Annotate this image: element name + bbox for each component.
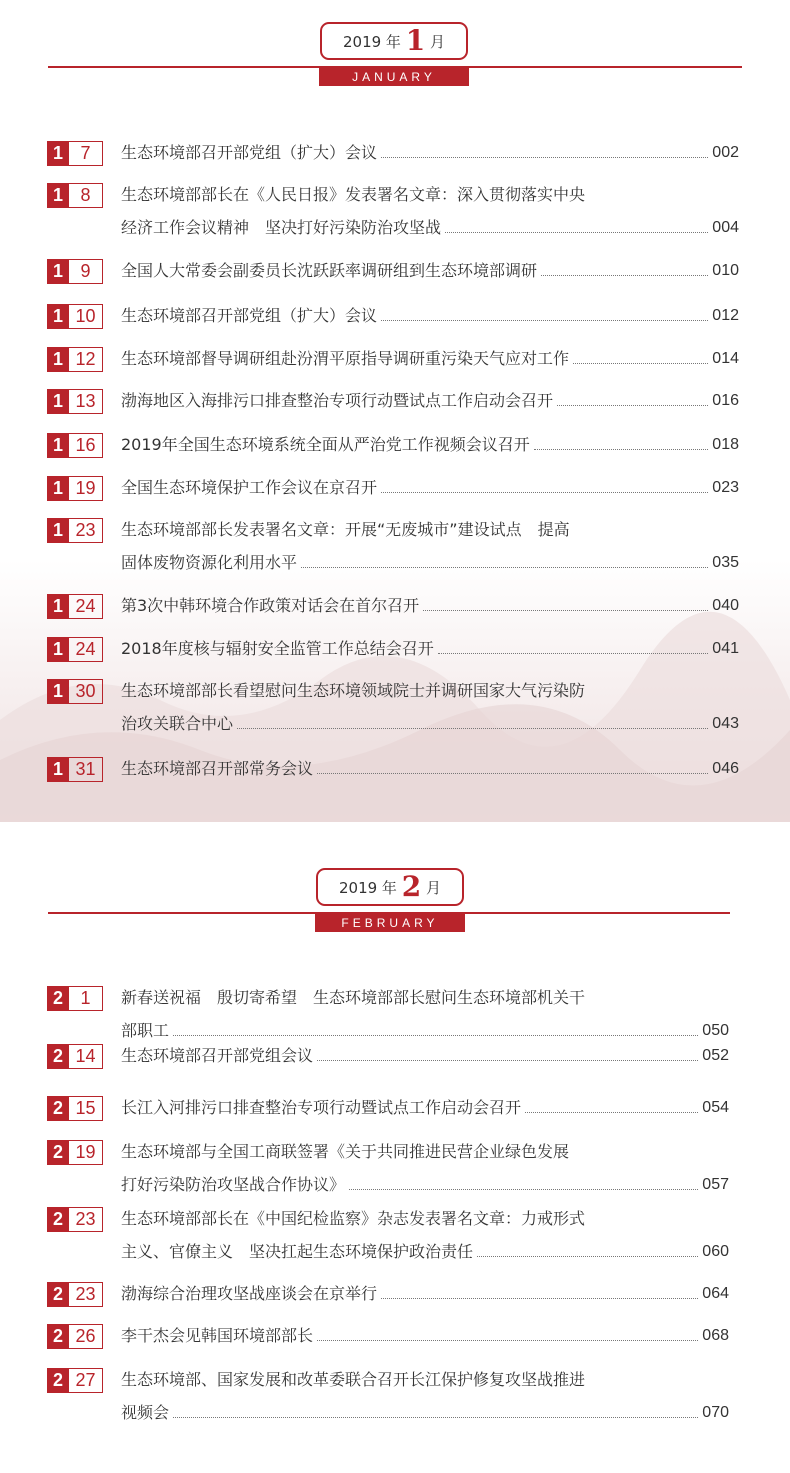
date-badge xyxy=(47,518,103,543)
date-badge xyxy=(47,433,103,458)
dot-leader xyxy=(317,772,708,774)
toc-entry[interactable] xyxy=(47,1140,729,1194)
page-number: 014 xyxy=(712,350,739,367)
badge-month: 2 xyxy=(47,986,69,1011)
badge-month: 1 xyxy=(47,347,69,372)
entry-title: 第3次中韩环境合作政策对话会在首尔召开 xyxy=(121,596,420,615)
entry-title-line xyxy=(121,347,739,371)
badge-day: 19 xyxy=(69,1140,103,1165)
badge-month: 1 xyxy=(47,679,69,704)
entry-title: 生态环境部与全国工商联签署《关于共同推进民营企业绿色发展 xyxy=(121,1142,570,1161)
date-badge xyxy=(47,141,103,166)
toc-entry[interactable] xyxy=(47,637,739,677)
dot-leader xyxy=(317,1339,698,1341)
page-number: 016 xyxy=(712,392,739,409)
dot-leader xyxy=(525,1111,698,1113)
badge-month: 2 xyxy=(47,1140,69,1165)
toc-entry[interactable] xyxy=(47,476,739,516)
dot-leader xyxy=(438,652,709,654)
entry-title-line xyxy=(121,1240,729,1264)
toc-entry[interactable] xyxy=(47,757,739,797)
month-header xyxy=(0,868,790,940)
entry-title-line xyxy=(121,594,739,618)
badge-month: 1 xyxy=(47,389,69,414)
badge-month: 1 xyxy=(47,518,69,543)
month-title-box xyxy=(320,22,468,60)
badge-month: 2 xyxy=(47,1207,69,1232)
date-badge xyxy=(47,1368,103,1393)
year-label: 2019 年 xyxy=(342,33,401,51)
entry-title: 固体废物资源化利用水平 xyxy=(121,553,298,572)
page-number: 060 xyxy=(702,1243,729,1260)
badge-day: 31 xyxy=(69,757,103,782)
dot-leader xyxy=(381,1297,698,1299)
page-number: 004 xyxy=(712,219,739,236)
badge-month: 2 xyxy=(47,1096,69,1121)
badge-month: 2 xyxy=(47,1368,69,1393)
page-number: 040 xyxy=(712,597,739,614)
entry-title-line xyxy=(121,141,739,165)
entry-title: 李干杰会见韩国环境部部长 xyxy=(121,1326,314,1345)
dot-leader xyxy=(237,727,708,729)
entry-title: 生态环境部督导调研组赴汾渭平原指导调研重污染天气应对工作 xyxy=(121,349,570,368)
page-number: 002 xyxy=(712,144,739,161)
entry-title: 生态环境部部长看望慰问生态环境领域院士并调研国家大气污染防 xyxy=(121,681,586,700)
dot-leader xyxy=(445,231,708,233)
entry-title: 部职工 xyxy=(121,1021,170,1040)
badge-day: 30 xyxy=(69,679,103,704)
page-number: 035 xyxy=(712,554,739,571)
page-number: 050 xyxy=(702,1022,729,1039)
date-badge xyxy=(47,304,103,329)
badge-month: 1 xyxy=(47,183,69,208)
entry-title-line xyxy=(121,551,739,575)
entry-title: 经济工作会议精神 坚决打好污染防治攻坚战 xyxy=(121,218,442,237)
badge-day: 10 xyxy=(69,304,103,329)
entry-title-line xyxy=(121,259,739,283)
entry-title: 视频会 xyxy=(121,1403,170,1422)
badge-month: 1 xyxy=(47,259,69,284)
page-number: 012 xyxy=(712,307,739,324)
toc-entry[interactable] xyxy=(47,141,739,181)
entry-title: 长江入河排污口排查整治专项行动暨试点工作启动会召开 xyxy=(121,1098,522,1117)
entry-title-line xyxy=(121,637,739,661)
month-char: 月 xyxy=(425,879,441,897)
entry-title-line xyxy=(121,757,739,781)
entry-title-line xyxy=(121,1173,729,1197)
date-badge xyxy=(47,1207,103,1232)
badge-month: 1 xyxy=(47,757,69,782)
badge-month: 1 xyxy=(47,304,69,329)
entry-title-line xyxy=(121,712,739,736)
toc-entry[interactable] xyxy=(47,183,739,237)
badge-month: 2 xyxy=(47,1324,69,1349)
toc-entry[interactable] xyxy=(47,679,739,733)
badge-month: 2 xyxy=(47,1044,69,1069)
month-char: 月 xyxy=(429,33,445,51)
page-number: 018 xyxy=(712,436,739,453)
toc-entry[interactable] xyxy=(47,594,739,634)
page-number: 043 xyxy=(712,715,739,732)
date-badge xyxy=(47,986,103,1011)
entry-title: 全国生态环境保护工作会议在京召开 xyxy=(121,478,378,497)
entry-title-line xyxy=(121,304,739,328)
badge-month: 1 xyxy=(47,476,69,501)
toc-entry[interactable] xyxy=(47,518,739,572)
badge-month: 1 xyxy=(47,594,69,619)
dot-leader xyxy=(573,362,708,364)
dot-leader xyxy=(381,319,708,321)
entry-title: 打好污染防治攻坚战合作协议》 xyxy=(121,1175,346,1194)
date-badge xyxy=(47,637,103,662)
year-label: 2019 年 xyxy=(338,879,397,897)
month-number: 2 xyxy=(401,870,422,903)
page-number: 052 xyxy=(702,1047,729,1064)
month-header xyxy=(0,22,790,94)
entry-title: 主义、官僚主义 坚决扛起生态环境保护政治责任 xyxy=(121,1242,474,1261)
month-english-label: JANUARY xyxy=(319,68,469,86)
toc-entry[interactable] xyxy=(47,1207,729,1261)
badge-day: 7 xyxy=(69,141,103,166)
page-number: 068 xyxy=(702,1327,729,1344)
date-badge xyxy=(47,183,103,208)
page-number: 023 xyxy=(712,479,739,496)
entry-title-line xyxy=(121,1324,729,1348)
entry-title-line xyxy=(121,476,739,500)
date-badge xyxy=(47,679,103,704)
badge-month: 2 xyxy=(47,1282,69,1307)
toc-entry[interactable] xyxy=(47,304,739,344)
entry-title-line xyxy=(121,1401,729,1425)
entry-title-line xyxy=(121,389,739,413)
date-badge xyxy=(47,347,103,372)
badge-day: 8 xyxy=(69,183,103,208)
dot-leader xyxy=(541,274,708,276)
entry-title: 治攻关联合中心 xyxy=(121,714,234,733)
badge-day: 15 xyxy=(69,1096,103,1121)
entry-title-line xyxy=(121,1044,729,1068)
entry-title-line xyxy=(121,1096,729,1120)
toc-entry[interactable] xyxy=(47,1282,729,1322)
entry-title: 生态环境部、国家发展和改革委联合召开长江保护修复攻坚战推进 xyxy=(121,1370,586,1389)
page-number: 064 xyxy=(702,1285,729,1302)
page-number: 057 xyxy=(702,1176,729,1193)
badge-day: 23 xyxy=(69,1207,103,1232)
dot-leader xyxy=(557,404,708,406)
date-badge xyxy=(47,1140,103,1165)
date-badge xyxy=(47,389,103,414)
entry-title: 新春送祝福 殷切寄希望 生态环境部部长慰问生态环境部机关干 xyxy=(121,988,586,1007)
month-number: 1 xyxy=(405,24,426,57)
dot-leader xyxy=(423,609,708,611)
badge-day: 13 xyxy=(69,389,103,414)
dot-leader xyxy=(301,566,708,568)
date-badge xyxy=(47,1282,103,1307)
date-badge xyxy=(47,259,103,284)
entry-title: 生态环境部召开部常务会议 xyxy=(121,759,314,778)
entry-title: 生态环境部召开部党组会议 xyxy=(121,1046,314,1065)
entry-title-line xyxy=(121,1019,729,1043)
dot-leader xyxy=(349,1188,698,1190)
entry-title: 2019年全国生态环境系统全面从严治党工作视频会议召开 xyxy=(121,435,530,454)
date-badge xyxy=(47,1044,103,1069)
toc-entry[interactable] xyxy=(47,347,739,387)
page-number: 070 xyxy=(702,1404,729,1421)
toc-entry[interactable] xyxy=(47,1044,729,1084)
month-english-label: FEBRUARY xyxy=(315,914,465,932)
badge-month: 1 xyxy=(47,141,69,166)
month-title-box xyxy=(316,868,464,906)
date-badge xyxy=(47,1096,103,1121)
badge-day: 1 xyxy=(69,986,103,1011)
dot-leader xyxy=(381,156,708,158)
toc-entry[interactable] xyxy=(47,259,739,299)
entry-title: 生态环境部召开部党组（扩大）会议 xyxy=(121,143,378,162)
entry-title-line xyxy=(121,1282,729,1306)
toc-entry[interactable] xyxy=(47,1324,729,1364)
entry-title-line xyxy=(121,216,739,240)
dot-leader xyxy=(477,1255,698,1257)
dot-leader xyxy=(534,448,709,450)
date-badge xyxy=(47,757,103,782)
entry-title: 渤海地区入海排污口排查整治专项行动暨试点工作启动会召开 xyxy=(121,391,554,410)
february-panel xyxy=(0,822,790,1473)
badge-day: 24 xyxy=(69,594,103,619)
page-number: 041 xyxy=(712,640,739,657)
page-number: 010 xyxy=(712,262,739,279)
dot-leader xyxy=(173,1416,698,1418)
entry-title: 生态环境部部长在《中国纪检监察》杂志发表署名文章：力戒形式 xyxy=(121,1209,586,1228)
badge-day: 16 xyxy=(69,433,103,458)
entry-title: 2018年度核与辐射安全监管工作总结会召开 xyxy=(121,639,434,658)
badge-day: 26 xyxy=(69,1324,103,1349)
date-badge xyxy=(47,476,103,501)
dot-leader xyxy=(317,1059,698,1061)
badge-day: 24 xyxy=(69,637,103,662)
page-number: 046 xyxy=(712,760,739,777)
badge-day: 19 xyxy=(69,476,103,501)
entry-title: 渤海综合治理攻坚战座谈会在京举行 xyxy=(121,1284,378,1303)
badge-day: 14 xyxy=(69,1044,103,1069)
dot-leader xyxy=(381,491,708,493)
entry-title: 生态环境部部长在《人民日报》发表署名文章：深入贯彻落实中央 xyxy=(121,185,586,204)
date-badge xyxy=(47,1324,103,1349)
entry-title: 生态环境部召开部党组（扩大）会议 xyxy=(121,306,378,325)
badge-month: 1 xyxy=(47,433,69,458)
entry-title: 生态环境部部长发表署名文章：开展“无废城市”建设试点 提高 xyxy=(121,520,570,539)
page-number: 054 xyxy=(702,1099,729,1116)
dot-leader xyxy=(173,1034,698,1036)
badge-month: 1 xyxy=(47,637,69,662)
toc-entry[interactable] xyxy=(47,1368,729,1422)
badge-day: 9 xyxy=(69,259,103,284)
badge-day: 23 xyxy=(69,518,103,543)
toc-entry[interactable] xyxy=(47,1096,729,1136)
toc-entry[interactable] xyxy=(47,433,739,473)
badge-day: 12 xyxy=(69,347,103,372)
toc-entry[interactable] xyxy=(47,389,739,429)
entry-title: 全国人大常委会副委员长沈跃跃率调研组到生态环境部调研 xyxy=(121,261,538,280)
badge-day: 27 xyxy=(69,1368,103,1393)
entry-title-line xyxy=(121,433,739,457)
badge-day: 23 xyxy=(69,1282,103,1307)
date-badge xyxy=(47,594,103,619)
toc-entry[interactable] xyxy=(47,986,729,1040)
